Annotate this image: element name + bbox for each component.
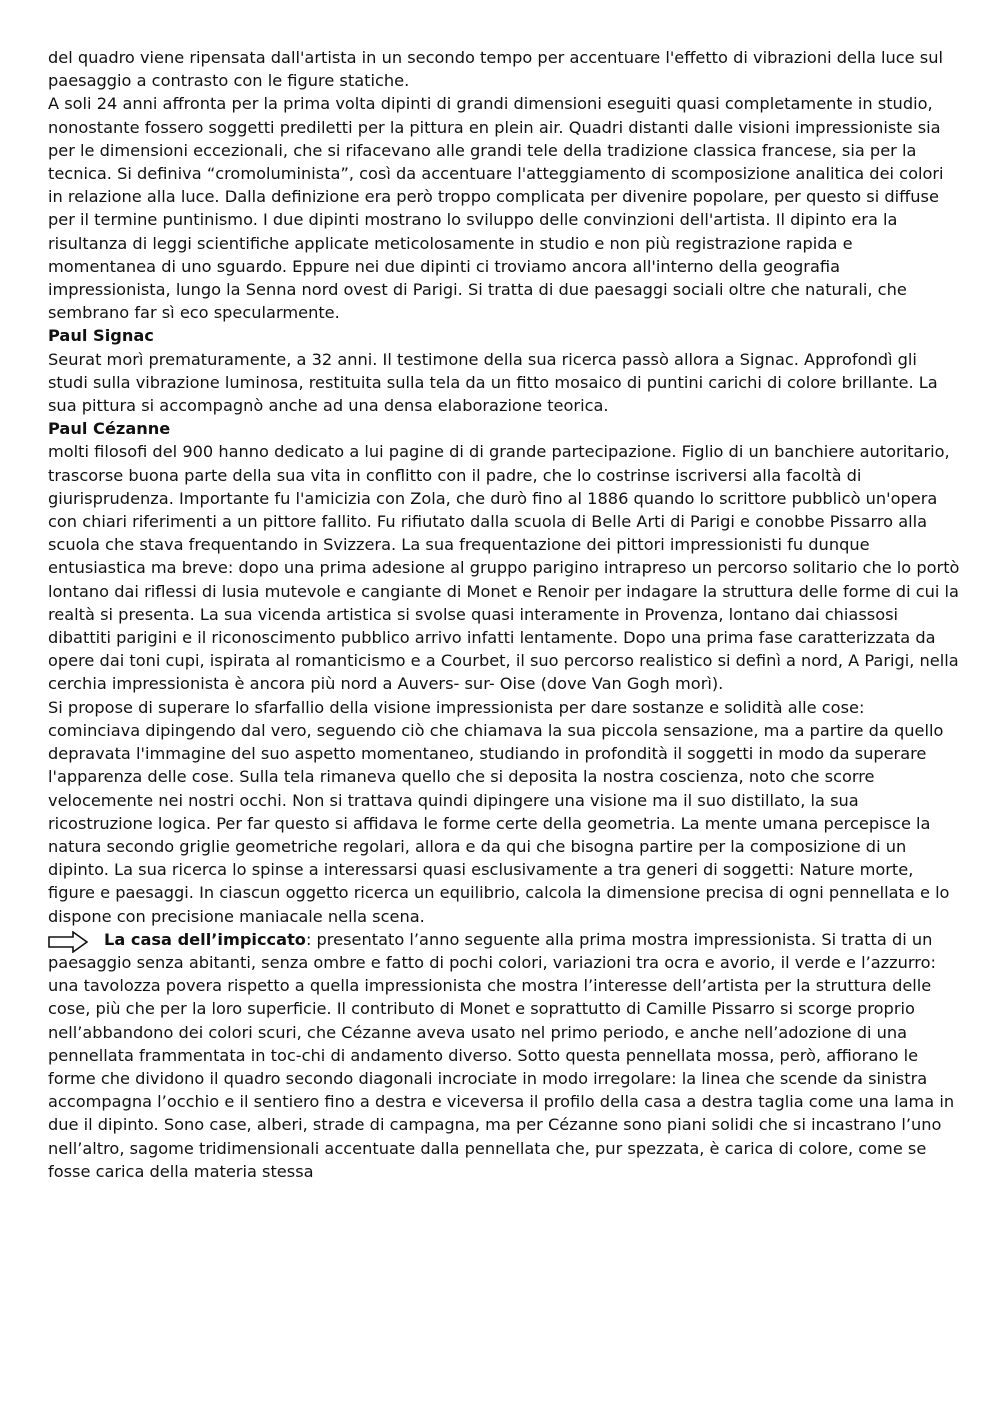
paragraph-seurat-intro: del quadro viene ripensata dall'artista in un secondo tempo per accentuare l'effetto di vibrazioni della luce sul paesaggio a contrasto con le figure statiche. — [48, 48, 943, 91]
right-arrow-icon — [48, 931, 88, 953]
paragraph-signac: Seurat morì prematuramente, a 32 anni. Il testimone della sua ricerca passò allora a Signac. Approfondì gli studi sulla vibrazione luminosa, restituita sulla tela da un fitto mosaico di puntini carichi di colore brillante. La sua pittura si accompagnò anche ad una densa elaborazione teorica. — [48, 349, 938, 416]
artwork-description: : presentato l’anno seguente alla prima mostra impressionista. Si tratta di un paesaggio senza abitanti, senza ombre e fatto di pochi colori, variazioni tra ocra e avorio, il verde e l’azzurro: una tavolozza povera rispetto a quella impressionista che mostra l’interesse dell’artista per la struttura delle cose, più che per la loro superficie. Il contributo di Monet e soprattutto di Camille Pissarro si scorge proprio nell’abbandono dei colori scuri, che Cézanne aveva usato nel primo periodo, e anche nell’adozione di una pennellata frammentata in toc-chi di andamento diverso. Sotto questa pennellata mossa, però, affiorano le forme che dividono il quadro secondo diagonali incrociate in modo irregolare: la linea che scende da sinistra accompagna l’occhio e il sentiero fino a destra e viceversa il profilo della casa a destra taglia come una lama in due il dipinto. Sono case, alberi, strade di campagna, ma per Cézanne sono piani solidi che si incastrano l’uno nell’altro, sagome tridimensionali accentuate dalla pennellata che, pur spezzata, è carica di colore, come se fosse carica della materia stessa — [48, 929, 955, 1181]
document-page — [48, 46, 960, 1183]
artwork-title: La casa dell’impiccato — [104, 929, 306, 949]
paragraph-seurat-technique: A soli 24 anni affronta per la prima volta dipinti di grandi dimensioni eseguiti quasi completamente in studio, nonostante fossero soggetti prediletti per la pittura en plein air. Quadri distanti dalle visioni impressioniste sia per le dimensioni eccezionali, che si rifacevano alle grandi tele della tradizione classica francese, sia per la tecnica. Si definiva “cromoluminista”, così da accentuare l'atteggiamento di scomposizione analitica dei colori in relazione alla luce. Dalla definizione era però troppo complicata per divenire popolare, per questo si diffuse per il termine puntinismo. I due dipinti mostrano lo sviluppo delle convinzioni dell'artista. Il dipinto era la risultanza di leggi scientifiche applicate meticolosamente in studio e non più registrazione rapida e momentanea di uno sguardo. Eppure nei due dipinti ci troviamo ancora all'interno della geografia impressionista, lungo la Senna nord ovest di Parigi. Si tratta di due paesaggi sociali oltre che naturali, che sembrano far sì eco specularmente. — [48, 94, 944, 323]
paragraph-cezanne-method: Si propose di superare lo sfarfallio della visione impressionista per dare sostanze e solidità alle cose: cominciava dipingendo dal vero, seguendo ciò che chiamava la sua piccola sensazione, ma a partire da quello depravata l'immagine del suo aspetto momentaneo, studiando in profondità il soggetti in modo da superare l'apparenza delle cose. Sulla tela rimaneva quello che si deposita la nostra coscienza, noto che scorre velocemente nei nostri occhi. Non si trattava quindi dipingere una visione ma il suo distillato, la sua ricostruzione logica. Per far questo si affidava le forme certe della geometria. La mente umana percepisce la natura secondo griglie geometriche regolari, allora e da qui che bisogna partire per la composizione di un dipinto. La sua ricerca lo spinse a interessarsi quasi esclusivamente a tra generi di soggetti: Nature morte, figure e paesaggi. In ciascun oggetto ricerca un equilibrio, calcola la dimensione precisa di ogni pennellata e lo dispone con precisione maniacale nella scena. — [48, 697, 950, 926]
heading-paul-signac: Paul Signac — [48, 326, 154, 346]
paragraph-cezanne-biography: molti filosofi del 900 hanno dedicato a lui pagine di di grande partecipazione. Figlio di un banchiere autoritario, trascorse buona parte della sua vita in conflitto con il padre, che lo costrinse iscriversi alla facoltà di giurisprudenza. Importante fu l'amicizia con Zola, che durò fino al 1886 quando lo scrittore pubblicò un'opera con chiari riferimenti a un pittore fallito. Fu rifiutato dalla scuola di Belle Arti di Parigi e conobbe Pissarro alla scuola che stava frequentando in Svizzera. La sua frequentazione dei pittori impressionisti fu dunque entusiastica ma breve: dopo una prima adesione al gruppo parigino intrapreso un percorso solitario che lo portò lontano dai riflessi di lusia mutevole e cangiante di Monet e Renoir per indagare la struttura delle forme di cui la realtà si presenta. La sua vicenda artistica si svolse quasi interamente in Provenza, lontano dai chiassosi dibattiti parigini e il riconoscimento pubblico arrivo infatti lentamente. Dopo una prima fase caratterizzata da opere dai toni cupi, ispirata al romanticismo e a Courbet, il suo percorso realistico si definì a nord, A Parigi, nella cerchia impressionista è ancora più nord a Auvers- sur- Oise (dove Van Gogh morì). — [48, 442, 960, 694]
paragraph-casa-impiccato — [48, 928, 960, 1183]
heading-paul-cezanne: Paul Cézanne — [48, 419, 171, 439]
